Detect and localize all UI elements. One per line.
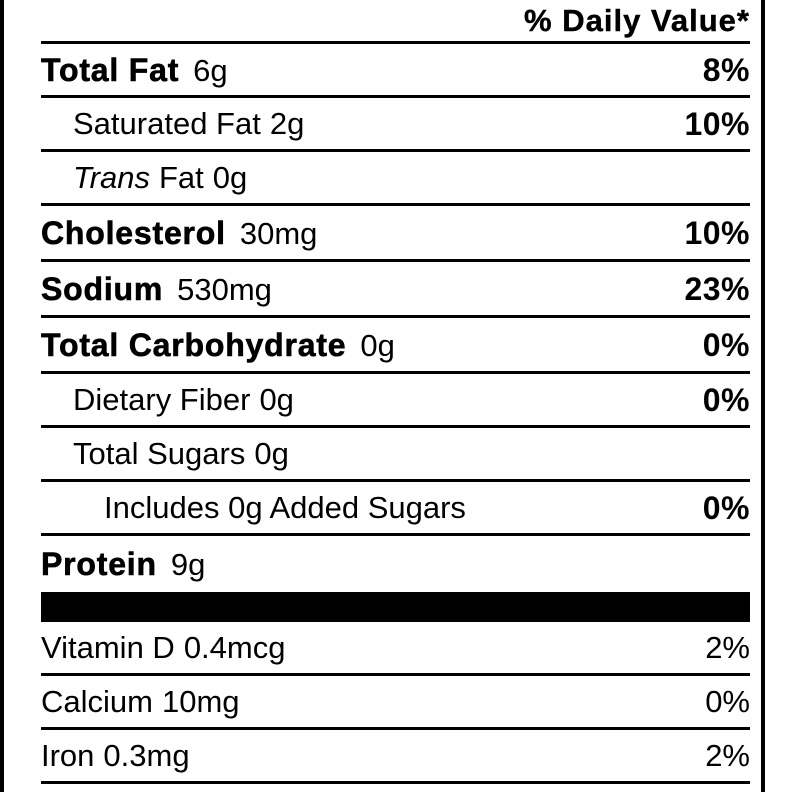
nutrient-daily-value: 0% [702, 381, 750, 418]
nutrient-row-added-sugars [41, 482, 750, 536]
vitamin-row-vitamin-d [41, 622, 750, 676]
nutrient-amount: 0g [360, 327, 395, 363]
nutrient-daily-value: 8% [702, 51, 750, 88]
vitamin-label: Calcium [41, 684, 153, 719]
nutrient-label-prefix: Trans [73, 160, 150, 195]
vitamin-label: Iron [41, 738, 95, 773]
nutrient-label: Saturated Fat [73, 106, 261, 141]
vitamin-amount: 0.3mg [103, 738, 190, 773]
nutrient-label: Sodium [41, 270, 164, 307]
vitamin-daily-value: 0% [705, 684, 750, 719]
nutrient-label: Cholesterol [41, 214, 226, 251]
nutrient-label: Protein [41, 546, 157, 582]
vitamin-daily-value: 2% [705, 630, 750, 665]
nutrient-row-sodium [41, 262, 750, 318]
label-frame-right [761, 0, 765, 792]
nutrient-row-total-carbohydrate [41, 318, 750, 374]
daily-value-header-text: % Daily Value* [524, 2, 750, 38]
nutrient-daily-value: 23% [684, 270, 750, 307]
vitamin-row-iron [41, 730, 750, 784]
vitamin-label: Vitamin D [41, 630, 175, 665]
nutrient-label: Total Carbohydrate [41, 326, 347, 363]
nutrient-daily-value: 0% [702, 489, 750, 526]
nutrient-row-total-sugars [41, 428, 750, 482]
nutrient-label: Dietary Fiber [73, 382, 251, 417]
vitamin-amount: 10mg [161, 684, 240, 719]
label-frame-left [0, 0, 4, 792]
nutrient-row-cholesterol [41, 206, 750, 262]
nutrient-amount: 0g [259, 382, 294, 417]
nutrient-amount: 6g [193, 52, 228, 88]
nutrient-row-protein [41, 536, 750, 592]
nutrient-daily-value: 10% [684, 214, 750, 251]
nutrient-label: Fat [158, 160, 204, 195]
daily-value-header [41, 0, 750, 44]
nutrient-amount: 9g [170, 547, 206, 582]
nutrient-label: Includes 0g Added Sugars [104, 490, 466, 525]
nutrient-daily-value: 10% [684, 105, 750, 142]
nutrient-row-trans-fat [41, 152, 750, 206]
nutrient-label: Total Sugars [73, 436, 246, 471]
nutrient-daily-value: 0% [702, 326, 750, 363]
thick-divider-bar [41, 592, 750, 622]
nutrient-row-dietary-fiber [41, 374, 750, 428]
nutrient-amount: 30mg [239, 215, 318, 251]
nutrient-label: Total Fat [41, 51, 180, 88]
nutrient-amount: 530mg [177, 271, 272, 307]
nutrient-amount: 0g [212, 160, 248, 195]
nutrient-amount: 2g [269, 106, 305, 141]
vitamin-row-calcium [41, 676, 750, 730]
vitamin-daily-value: 2% [705, 738, 750, 773]
nutrient-amount: 0g [254, 436, 289, 471]
nutrition-facts-panel [41, 0, 750, 784]
vitamin-amount: 0.4mcg [183, 630, 286, 665]
nutrient-row-total-fat [41, 44, 750, 98]
nutrient-row-saturated-fat [41, 98, 750, 152]
